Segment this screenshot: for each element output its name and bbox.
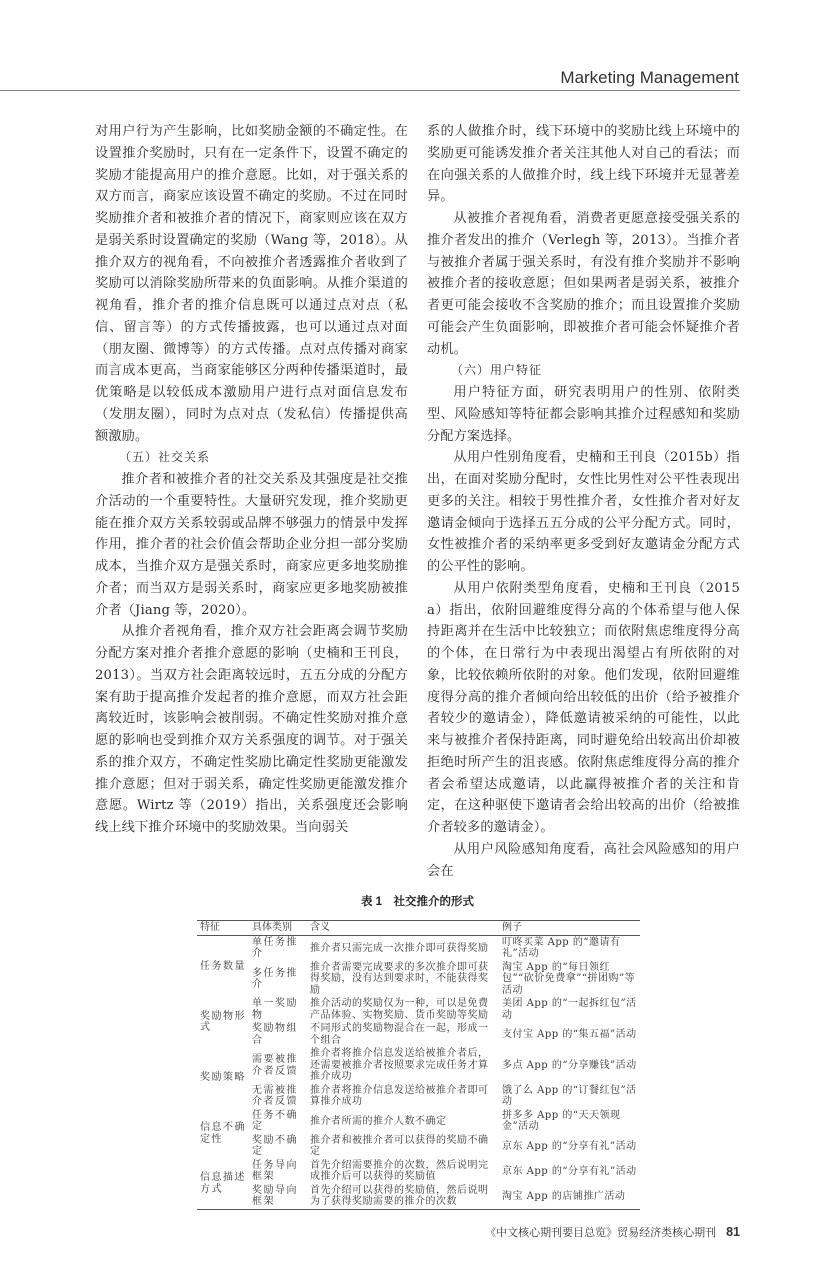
example-cell: 美团 App 的“一起拆红包”活动 [502, 998, 637, 1021]
table-row [197, 1084, 640, 1109]
page-number: 81 [726, 1224, 740, 1239]
category-cell: 单任务推介 [252, 936, 298, 960]
category-cell: 单一奖励物 [252, 998, 298, 1021]
paragraph: 从用户风险感知角度看，高社会风险感知的用户会在 [427, 841, 740, 879]
category-cell: 无需被推介者反馈 [252, 1084, 298, 1108]
footer [95, 1224, 740, 1241]
forms-table [197, 920, 640, 1210]
meaning-cell: 首先介绍可以获得的奖励值，然后说明为了获得奖励需要的推介的次数 [310, 1184, 489, 1208]
table-row [197, 961, 640, 998]
meaning-cell: 不同形式的奖励物混合在一起，形成一个组合 [310, 1023, 489, 1046]
table-row [197, 935, 640, 961]
paragraph: 系的人做推介时，线下环境中的奖励比线上环境中的奖励更可能诱发推介者关注其他人对自己的看法；而在向强关系的人做推介时，线上线下环境并无显著差异。 [427, 124, 740, 205]
example-cell: 多点 App 的“分享赚钱”活动 [502, 1059, 637, 1071]
meaning-cell: 首先介绍需要推介的次数，然后说明完成推介后可以获得的奖励值 [310, 1159, 489, 1183]
left-column [95, 121, 408, 839]
table-row [197, 1134, 640, 1159]
category-cell: 多任务推介 [252, 967, 298, 990]
meaning-cell: 推介者需要完成要求的多次推介即可获得奖励，没有达到要求时，不能获得奖励 [310, 961, 489, 996]
paragraph: 对用户行为产生影响，比如奖励金额的不确定性。在设置推介奖励时，只有在一定条件下，设置不确定的奖励才能提高用户的推介意愿。比如，对于强关系的双方而言，商家应该设置不确定的奖励。不过在同时奖励推介者和被推介者的情况下，商家则应该在双方是弱关系时设置确定的奖励（Wang 等，2018）。从推介双方的视角看，不向被推介者透露推介者收到了奖励可以消除奖励所带来的负面影响。从推介渠道的视角看，推介者的推介信息既可以通过点对点（私信、留言等）的方式传播披露，也可以通过点对面（朋友圈、微博等）的方式传播。点对点传播对商家而言成本更高，当商家能够区分两种传播渠道时，最优策略是以较低成本激励用户进行点对面信息发布（发朋友圈），同时为点对点（发私信）传播提供高额激励。 [95, 124, 408, 444]
feature-cell: 信息描述方式 [200, 1172, 246, 1195]
category-cell: 奖励物组合 [252, 1023, 298, 1046]
example-cell: 叮咚买菜 App 的“邀请有礼”活动 [502, 936, 621, 960]
footer-text: 《中文核心期刊要目总览》贸易经济类核心期刊 [485, 1226, 717, 1239]
paragraph: 从用户性别角度看，史楠和王刊良（2015b）指出，在面对奖励分配时，女性比男性对公平性表现出更多的关注。相较于男性推介者，女性推介者对好友邀请金倾向于选择五五分成的公平分配方式。同时，女性被推介者的采纳率更多受到好友邀请金分配方式的公平性的影响。 [427, 450, 740, 574]
category-cell: 任务不确定 [252, 1109, 298, 1133]
section-heading: （五）社交关系 [119, 450, 211, 465]
example-cell: 京东 App 的“分享有礼”活动 [502, 1165, 637, 1177]
category-cell: 任务导向框架 [252, 1159, 298, 1183]
table-row [197, 1047, 640, 1084]
col-header: 特征 [197, 921, 249, 936]
example-cell: 淘宝 App 的“每日领红包”“砍价免费拿”“拼团购”等活动 [502, 961, 636, 996]
paragraph: 从用户依附类型角度看，史楠和王刊良（2015a）指出，依附回避维度得分高的个体希望与他人保持距离并在生活中比较独立；而依附焦虑维度得分高的个体，在日常行为中表现出渴望占有所依附的对象，比较依赖所依附的对象。他们发现，依附回避维度得分高的推介者倾向给出较低的出价（给予被推介者较少的邀请金），降低邀请被采纳的可能性，以此来与被推介者保持距离，同时避免给出较高出价却被拒绝时所产生的沮丧感。依附焦虑维度得分高的推介者会希望达成邀请，以此赢得被推介者的关注和肯定，在这种驱使下邀请者会给出较高的出价（给被推介者较多的邀请金）。 [427, 580, 740, 835]
feature-cell: 奖励物形式 [200, 1010, 246, 1034]
example-cell: 拼多多 App 的“天天领现金”活动 [502, 1109, 621, 1133]
paragraph: 用户特征方面，研究表明用户的性别、依附类型、风险感知等特征都会影响其推介过程感知和奖励分配方案选择。 [427, 385, 740, 444]
example-cell: 淘宝 App 的店铺推广活动 [502, 1190, 626, 1202]
right-column [427, 121, 740, 882]
meaning-cell: 推介者所需的推介人数不确定 [310, 1115, 447, 1127]
running-header: Marketing Management [560, 68, 739, 87]
text-columns [95, 121, 740, 882]
col-header: 例子 [499, 921, 640, 936]
feature-cell: 任务数量 [200, 960, 246, 972]
meaning-cell: 推介者将推介信息发送给被推介者即可算推介成功 [310, 1084, 489, 1108]
example-cell: 饿了么 App 的“订餐红包”活动 [502, 1084, 637, 1108]
example-cell: 京东 App 的“分享有礼”活动 [502, 1140, 637, 1152]
feature-cell: 奖励策略 [200, 1072, 246, 1084]
paragraph: 推介者和被推介者的社交关系及其强度是社交推介活动的一个重要特性。大量研究发现，推介奖励更能在推介双方关系较弱或品牌不够强力的情景中发挥作用，推介者的社会价值会帮助企业分担一部分奖励成本，当推介双方是强关系时，商家应更多地奖励推介者；而当双方是弱关系时，商家应更多地奖励被推介者（Jiang 等，2020）。 [95, 472, 408, 618]
table-row [197, 1022, 640, 1047]
section-heading: （六）用户特征 [451, 363, 543, 378]
category-cell: 奖励导向框架 [252, 1184, 298, 1208]
feature-cell: 信息不确定性 [200, 1122, 246, 1145]
meaning-cell: 推介者将推介信息发送给被推介者后，还需要被推介者按照要求完成任务才算推介成功 [310, 1048, 489, 1083]
meaning-cell: 推介活动的奖励仅为一种，可以是免费产品体验、实物奖励、货币奖励等奖励 [310, 998, 489, 1021]
paragraph: 从被推介者视角看，消费者更愿意接受强关系的推介者发出的推介（Verlegh 等，2013）。当推介者与被推介者属于强关系时，有没有推介奖励并不影响被推介者的接收意愿；但如果两者是弱关系，被推介者更可能会接收不含奖励的推介；而且设置推介奖励可能会产生负面影响，即被推介者可能会怀疑推介者动机。 [427, 211, 740, 357]
col-header: 含义 [307, 921, 499, 936]
table-row [197, 997, 640, 1022]
page-content [95, 0, 740, 1261]
col-header: 具体类别 [249, 921, 307, 936]
table-title: 表 1 社交推介的形式 [360, 896, 475, 909]
table-row [197, 1184, 640, 1210]
table-row [197, 1109, 640, 1134]
paragraph: 从推介者视角看，推介双方社会距离会调节奖励分配方案对推介者推介意愿的影响（史楠和王刊良，2013）。当双方社会距离较远时，五五分成的分配方案有助于提高推介发起者的推介意愿，而双方社会距离较近时，该影响会被削弱。不确定性奖励对推介意愿的影响也受到推介双方关系强度的调节。对于强关系的推介双方，不确定性奖励比确定性奖励更能激发推介意愿；但对于弱关系，确定性奖励更能激发推介意愿。Wirtz 等（2019）指出，关系强度还会影响线上线下推介环境中的奖励效果。当向弱关 [95, 624, 408, 835]
category-cell: 奖励不确定 [252, 1134, 298, 1158]
table-row [197, 1159, 640, 1184]
example-cell: 支付宝 App 的“集五福”活动 [502, 1029, 637, 1040]
category-cell: 需要被推介者反馈 [252, 1054, 298, 1077]
meaning-cell: 推介者只需完成一次推介即可获得奖励 [310, 942, 489, 954]
meaning-cell: 推介者和被推介者可以获得的奖励不确定 [310, 1134, 489, 1158]
